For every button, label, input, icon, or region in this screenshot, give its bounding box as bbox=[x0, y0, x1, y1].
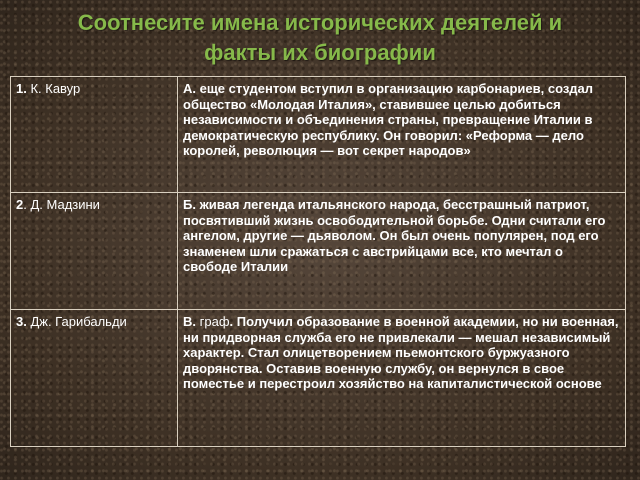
table-row bbox=[11, 193, 626, 310]
title-line-2: факты их биографии bbox=[204, 40, 436, 65]
row-number: 3. bbox=[16, 314, 27, 329]
fact-cell-b bbox=[178, 193, 626, 310]
matching-table bbox=[10, 76, 626, 447]
row-number: 2 bbox=[16, 197, 24, 212]
title-line-1: Соотнесите имена исторических деятелей и bbox=[77, 10, 563, 35]
fact-text: Б. живая легенда итальянского народа, бесстрашный патриот, посвятивший жизнь освободительной борьбе. Одни считали его ангелом, другие — дьяволом. Он был очень популярен, под его знаменем шли сражаться с австрийцами все, кто мечтал о свободе Италии bbox=[183, 197, 606, 274]
fact-text: А. еще студентом вступил в организацию карбонариев, создал общество «Молодая Италия», ставившее целью добиться независимости и объединения страны, превращение Италии в демократическую республику. Он говорил: «Реформа — дело королей, революция — вот секрет народов» bbox=[183, 81, 594, 158]
person-name: Дж. Гарибальди bbox=[26, 314, 127, 329]
fact-prefix: В. bbox=[183, 314, 200, 329]
person-name: . Д. Мадзини bbox=[23, 197, 100, 212]
slide-title bbox=[0, 8, 640, 68]
fact-text: . Получил образование в военной академии, но ни военная, ни придворная служба его не привлекали — мешал независимый характер. Стал олицетворением пьемонтского буржуазного дворянства. Оставив военную службу, он вернулся в свое поместье и перестроил хозяйство на капиталистической основе bbox=[183, 314, 619, 391]
fact-cell-v bbox=[178, 310, 626, 447]
fact-plain-word: граф bbox=[199, 314, 230, 329]
name-cell-3 bbox=[11, 310, 178, 447]
name-cell-1 bbox=[11, 77, 178, 193]
table-row bbox=[11, 77, 626, 193]
table-row bbox=[11, 310, 626, 447]
name-cell-2 bbox=[11, 193, 178, 310]
person-name: К. Кавур bbox=[26, 81, 81, 96]
row-number: 1. bbox=[16, 81, 27, 96]
fact-cell-a bbox=[178, 77, 626, 193]
